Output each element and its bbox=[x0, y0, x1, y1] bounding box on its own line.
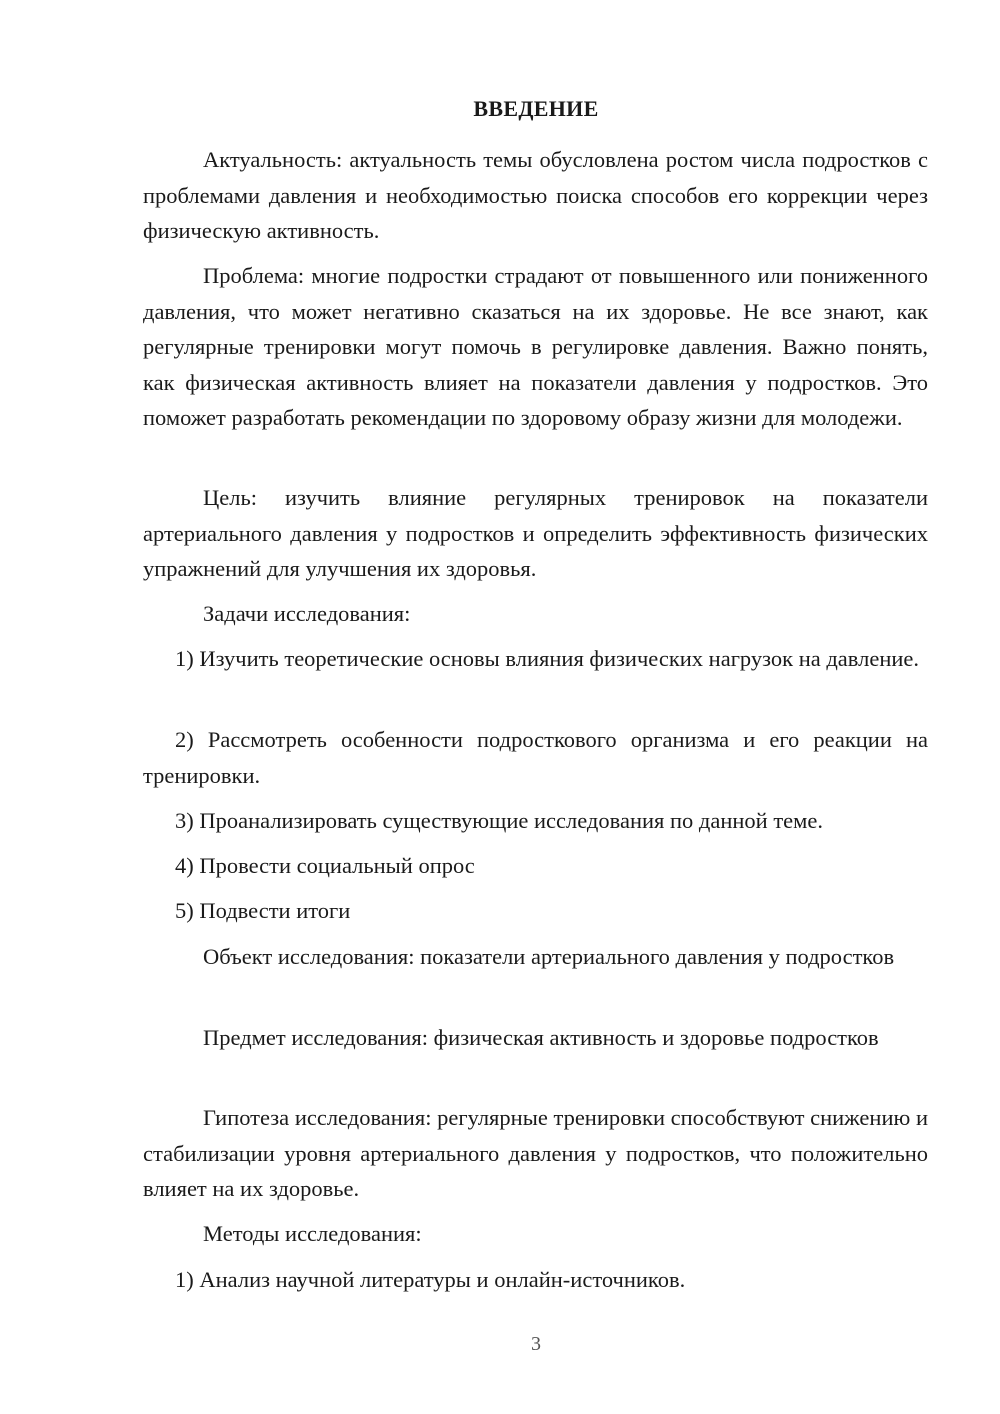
actuality-paragraph: Актуальность: актуальность темы обусловлена ростом числа подростков с проблемами давления и необходимостью поиска способов его коррекции через физическую активность. bbox=[143, 147, 928, 243]
method-item-1: 1) Анализ научной литературы и онлайн-источников. bbox=[175, 1267, 686, 1292]
task-item-2: 2) Рассмотреть особенности подросткового организма и его реакции на тренировки. bbox=[143, 727, 928, 788]
tasks-heading: Задачи исследования: bbox=[203, 601, 411, 626]
problem-paragraph: Проблема: многие подростки страдают от повышенного или пониженного давления, что может негативно сказаться на их здоровье. Не все знают, как регулярные тренировки могут помочь в регулировке давления. Важно понять, как физическая активность влияет на показатели давления у подростков. Это поможет разработать рекомендации по здоровому образу жизни для молодежи. bbox=[143, 263, 928, 430]
task-item-3: 3) Проанализировать существующие исследования по данной теме. bbox=[175, 808, 824, 833]
object-paragraph: Объект исследования: показатели артериального давления у подростков bbox=[203, 944, 895, 969]
task-item-4: 4) Провести социальный опрос bbox=[175, 853, 475, 878]
goal-paragraph: Цель: изучить влияние регулярных тренировок на показатели артериального давления у подростков и определить эффективность физических упражнений для улучшения их здоровья. bbox=[143, 485, 928, 581]
methods-heading: Методы исследования: bbox=[203, 1221, 422, 1246]
hypothesis-paragraph: Гипотеза исследования: регулярные тренировки способствуют снижению и стабилизации уровня артериального давления у подростков, что положительно влияет на их здоровье. bbox=[143, 1105, 928, 1201]
page-title: ВВЕДЕНИЕ bbox=[473, 96, 599, 121]
task-item-1: 1) Изучить теоретические основы влияния физических нагрузок на давление. bbox=[175, 646, 920, 671]
page-number: 3 bbox=[531, 1333, 541, 1355]
subject-paragraph: Предмет исследования: физическая активность и здоровье подростков bbox=[203, 1025, 879, 1050]
task-item-5: 5) Подвести итоги bbox=[175, 898, 351, 923]
